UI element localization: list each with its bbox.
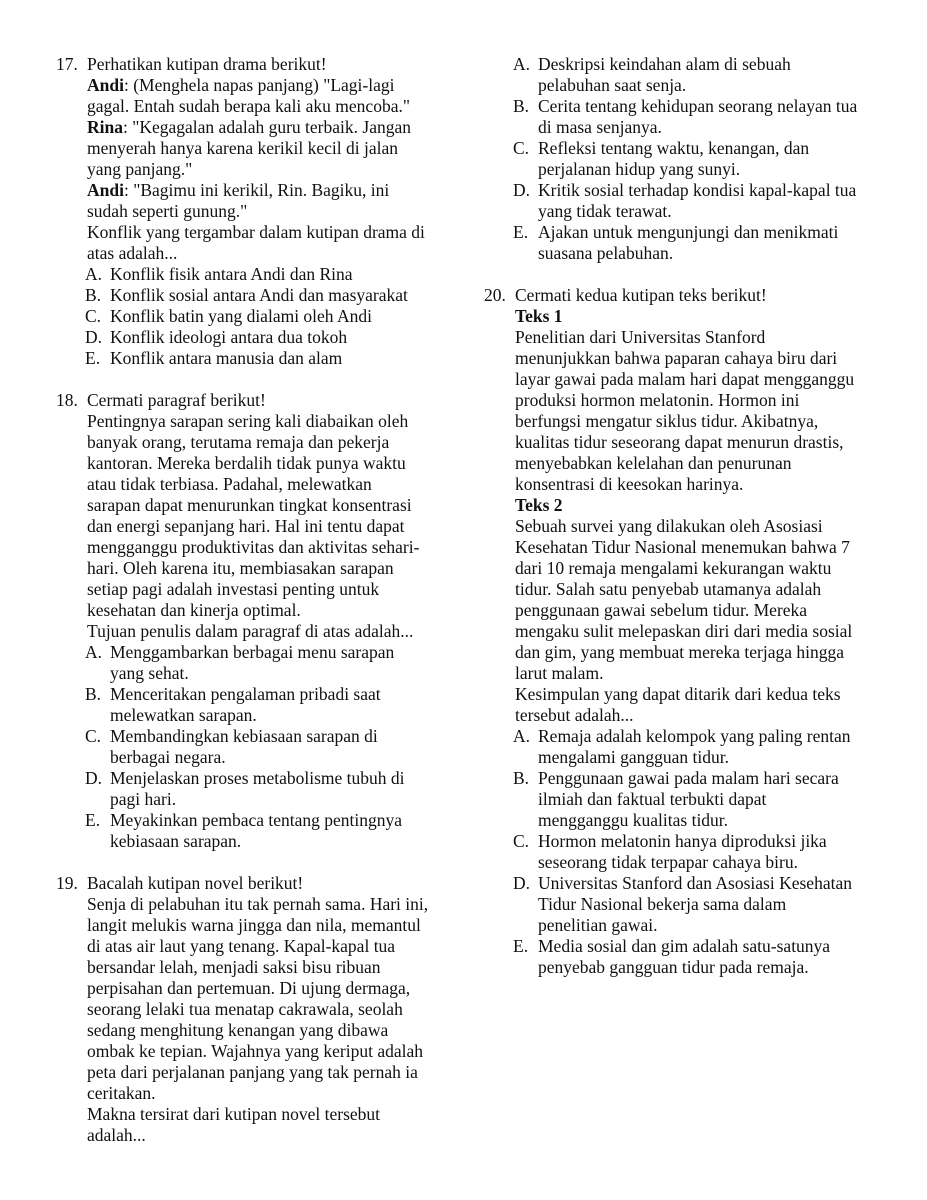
dialog-line: yang panjang." <box>87 159 193 179</box>
paragraph-line: berfungsi mengatur siklus tidur. Akibatnya, <box>515 411 819 431</box>
paragraph-line: menunjukkan bahwa paparan cahaya biru dari <box>515 348 838 368</box>
speaker-name: Rina <box>87 117 123 137</box>
option-a[interactable] <box>515 726 884 768</box>
question-intro: Perhatikan kutipan drama berikut! <box>87 54 327 74</box>
paragraph-line: Pentingnya sarapan sering kali diabaikan oleh <box>87 411 409 431</box>
speaker-name: Andi <box>87 75 124 95</box>
option-b[interactable] <box>515 768 884 831</box>
option-text: mengganggu kualitas tidur. <box>538 810 729 830</box>
option-letter: D. <box>513 180 531 200</box>
paragraph-line: perpisahan dan pertemuan. Di ujung dermaga, <box>87 978 411 998</box>
paragraph-line: mengganggu produktivitas dan aktivitas sehari- <box>87 537 420 557</box>
option-e[interactable] <box>87 810 451 852</box>
paragraph-line: kantoran. Mereka berdalih tidak punya waktu <box>87 453 406 473</box>
question-number: 17. <box>56 54 78 74</box>
option-c[interactable] <box>87 726 451 768</box>
option-text: seseorang tidak terpapar cahaya biru. <box>538 852 798 872</box>
option-d[interactable] <box>87 768 451 810</box>
paragraph-line: konsentrasi di keesokan harinya. <box>515 474 744 494</box>
option-letter: A. <box>85 264 103 284</box>
option-letter: A. <box>85 642 103 662</box>
question-intro: Bacalah kutipan novel berikut! <box>87 873 304 893</box>
dialog-line <box>87 180 451 201</box>
option-text: Konflik fisik antara Andi dan Rina <box>110 264 353 284</box>
option-text: melewatkan sarapan. <box>110 705 257 725</box>
novel-excerpt <box>87 894 451 1104</box>
dialog-text: : (Menghela napas panjang) "Lagi-lagi <box>123 75 395 95</box>
dialog-text: : "Kegagalan adalah guru terbaik. Jangan <box>122 117 411 137</box>
option-text: Menggambarkan berbagai menu sarapan <box>110 642 395 662</box>
option-text: Konflik sosial antara Andi dan masyarakat <box>110 285 408 305</box>
left-column <box>56 54 451 1167</box>
option-letter: B. <box>513 96 530 116</box>
paragraph-line: kualitas tidur seseorang dapat menurun drastis, <box>515 432 844 452</box>
option-text: Remaja adalah kelompok yang paling rentan <box>538 726 851 746</box>
question-text: adalah... <box>87 1125 146 1145</box>
dialog-line <box>87 75 451 96</box>
question-text: Kesimpulan yang dapat ditarik dari kedua teks <box>515 684 841 704</box>
question-text: tersebut adalah... <box>515 705 634 725</box>
option-letter: B. <box>513 768 530 788</box>
option-letter: C. <box>513 831 530 851</box>
question-text: Makna tersirat dari kutipan novel tersebut <box>87 1104 381 1124</box>
option-d[interactable] <box>87 327 451 348</box>
option-letter: C. <box>85 726 102 746</box>
paragraph-line: ceritakan. <box>87 1083 156 1103</box>
option-letter: D. <box>513 873 531 893</box>
question-text: atas adalah... <box>87 243 178 263</box>
option-text: Menceritakan pengalaman pribadi saat <box>110 684 381 704</box>
option-b[interactable] <box>87 684 451 726</box>
option-letter: B. <box>85 285 102 305</box>
question-text: Konflik yang tergambar dalam kutipan drama di <box>87 222 425 242</box>
option-text: Refleksi tentang waktu, kenangan, dan <box>538 138 810 158</box>
option-text: Meyakinkan pembaca tentang pentingnya <box>110 810 403 830</box>
paragraph-line: seorang lelaki tua menatap cakrawala, seolah <box>87 999 403 1019</box>
option-letter: E. <box>85 810 101 830</box>
option-text: berbagai negara. <box>110 747 226 767</box>
option-a[interactable] <box>515 54 884 96</box>
option-letter: C. <box>513 138 530 158</box>
option-text: Membandingkan kebiasaan sarapan di <box>110 726 378 746</box>
answer-options <box>87 642 451 852</box>
paragraph-line: ombak ke tepian. Wajahnya yang keriput adalah <box>87 1041 423 1061</box>
question-19 <box>56 873 451 1146</box>
option-text: Deskripsi keindahan alam di sebuah <box>538 54 791 74</box>
answer-options <box>515 726 884 978</box>
option-text: Hormon melatonin hanya diproduksi jika <box>538 831 827 851</box>
paragraph-line: tidur. Salah satu penyebab utamanya adalah <box>515 579 822 599</box>
option-text: Konflik antara manusia dan alam <box>110 348 343 368</box>
option-text: perjalanan hidup yang sunyi. <box>538 159 741 179</box>
paragraph-line: layar gawai pada malam hari dapat mengganggu <box>515 369 855 389</box>
option-text: pagi hari. <box>110 789 177 809</box>
paragraph-line: bersandar lelah, menjadi saksi bisu ribuan <box>87 957 381 977</box>
paragraph-line: penggunaan gawai sebelum tidur. Mereka <box>515 600 808 620</box>
dialog-line: sudah seperti gunung." <box>87 201 248 221</box>
option-letter: E. <box>513 222 529 242</box>
option-text: Universitas Stanford dan Asosiasi Kesehatan <box>538 873 852 893</box>
option-a[interactable] <box>87 642 451 684</box>
paragraph-line: sarapan dapat menurunkan tingkat konsentrasi <box>87 495 412 515</box>
paragraph-line: kesehatan dan kinerja optimal. <box>87 600 301 620</box>
paragraph-line: Senja di pelabuhan itu tak pernah sama. Hari ini, <box>87 894 429 914</box>
option-letter: D. <box>85 768 103 788</box>
right-column <box>484 54 884 999</box>
paragraph-line: larut malam. <box>515 663 604 683</box>
option-c[interactable] <box>515 831 884 873</box>
option-b[interactable] <box>87 285 451 306</box>
dialog-text: : "Bagimu ini kerikil, Rin. Bagiku, ini <box>123 180 390 200</box>
question-intro: Cermati kedua kutipan teks berikut! <box>515 285 767 305</box>
paragraph-line: dan energi sepanjang hari. Hal ini tentu dapat <box>87 516 405 536</box>
question-19-options <box>484 54 884 264</box>
option-c[interactable] <box>515 138 884 180</box>
option-text: yang tidak terawat. <box>538 201 672 221</box>
question-18 <box>56 390 451 852</box>
option-letter: A. <box>513 54 531 74</box>
option-c[interactable] <box>87 306 451 327</box>
question-number: 19. <box>56 873 78 893</box>
option-text: Tidur Nasional bekerja sama dalam <box>538 894 787 914</box>
option-text: Menjelaskan proses metabolisme tubuh di <box>110 768 405 788</box>
question-20 <box>484 285 884 978</box>
paragraph-line: Kesehatan Tidur Nasional menemukan bahwa 7 <box>515 537 850 557</box>
paragraph-line: langit melukis warna jingga dan nila, memantul <box>87 915 421 935</box>
option-text: penyebab gangguan tidur pada remaja. <box>538 957 809 977</box>
option-d[interactable] <box>515 873 884 936</box>
text-1-body <box>515 327 884 495</box>
paragraph-line: Penelitian dari Universitas Stanford <box>515 327 766 347</box>
option-text: Ajakan untuk mengunjungi dan menikmati <box>538 222 839 242</box>
question-17 <box>56 54 451 369</box>
paragraph-line: Sebuah survei yang dilakukan oleh Asosiasi <box>515 516 823 536</box>
text-2-body <box>515 516 884 684</box>
dialog-line <box>87 117 451 138</box>
option-e[interactable] <box>515 222 884 264</box>
question-text: Tujuan penulis dalam paragraf di atas adalah... <box>87 621 414 641</box>
paragraph-line: atau tidak terbiasa. Padahal, melewatkan <box>87 474 372 494</box>
option-text: penelitian gawai. <box>538 915 658 935</box>
option-text: Cerita tentang kehidupan seorang nelayan tua <box>538 96 858 116</box>
option-letter: E. <box>513 936 529 956</box>
option-letter: A. <box>513 726 531 746</box>
option-text: Konflik batin yang dialami oleh Andi <box>110 306 372 326</box>
option-text: kebiasaan sarapan. <box>110 831 242 851</box>
paragraph-line: menyebabkan kelelahan dan penurunan <box>515 453 792 473</box>
option-text: mengalami gangguan tidur. <box>538 747 729 767</box>
option-text: pelabuhan saat senja. <box>538 75 687 95</box>
question-number: 20. <box>484 285 506 305</box>
paragraph-line: sedang menghitung kenangan yang dibawa <box>87 1020 389 1040</box>
text-2-heading: Teks 2 <box>515 495 563 515</box>
option-e[interactable] <box>87 348 451 369</box>
option-text: Media sosial dan gim adalah satu-satunya <box>538 936 831 956</box>
option-a[interactable] <box>87 264 451 285</box>
option-letter: B. <box>85 684 102 704</box>
paragraph-line: hari. Oleh karena itu, membiasakan sarapan <box>87 558 394 578</box>
paragraph-line: mengaku sulit melepaskan diri dari media sosial <box>515 621 853 641</box>
option-letter: E. <box>85 348 101 368</box>
dialog-line: menyerah hanya karena kerikil kecil di jalan <box>87 138 398 158</box>
answer-options <box>87 264 451 369</box>
paragraph-line: di atas air laut yang tenang. Kapal-kapal tua <box>87 936 396 956</box>
option-text: suasana pelabuhan. <box>538 243 674 263</box>
option-text: di masa senjanya. <box>538 117 662 137</box>
dialog-line: gagal. Entah sudah berapa kali aku mencoba." <box>87 96 410 116</box>
option-b[interactable] <box>515 96 884 138</box>
question-intro: Cermati paragraf berikut! <box>87 390 266 410</box>
paragraph-excerpt <box>87 411 451 621</box>
text-1-heading: Teks 1 <box>515 306 563 326</box>
option-text: Konflik ideologi antara dua tokoh <box>110 327 348 347</box>
paragraph-line: dan gim, yang membuat mereka terjaga hingga <box>515 642 844 662</box>
paragraph-line: banyak orang, terutama remaja dan pekerja <box>87 432 390 452</box>
paragraph-line: setiap pagi adalah investasi penting untuk <box>87 579 380 599</box>
option-d[interactable] <box>515 180 884 222</box>
paragraph-line: dari 10 remaja mengalami kekurangan waktu <box>515 558 832 578</box>
option-text: Penggunaan gawai pada malam hari secara <box>538 768 839 788</box>
option-letter: C. <box>85 306 102 326</box>
paragraph-line: peta dari perjalanan panjang yang tak pernah ia <box>87 1062 418 1082</box>
drama-excerpt <box>87 75 451 222</box>
option-e[interactable] <box>515 936 884 978</box>
option-text: Kritik sosial terhadap kondisi kapal-kapal tua <box>538 180 857 200</box>
paragraph-line: produksi hormon melatonin. Hormon ini <box>515 390 800 410</box>
option-text: yang sehat. <box>110 663 189 683</box>
option-letter: D. <box>85 327 103 347</box>
option-text: ilmiah dan faktual terbukti dapat <box>538 789 767 809</box>
question-number: 18. <box>56 390 78 410</box>
speaker-name: Andi <box>87 180 124 200</box>
